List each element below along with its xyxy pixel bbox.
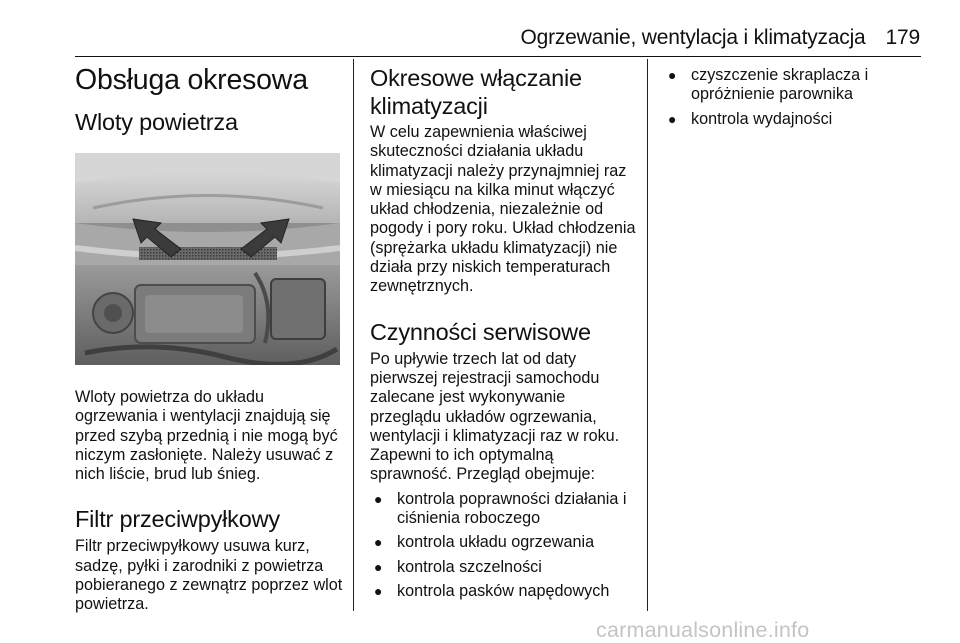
list-item: ● kontrola układu ogrzewania: [374, 533, 595, 552]
column-divider-left: [353, 59, 354, 611]
column-divider-right: [647, 59, 648, 611]
list-item: ● kontrola szczelności: [374, 557, 542, 576]
list-item: ● kontrola pasków napędowych: [374, 581, 610, 600]
engine-bay-air-inlets-photo: [75, 153, 340, 365]
page-number: 179: [885, 26, 920, 49]
ac-operation-text: W celu zapewnienia właściwej skuteczności działania układu klimatyzacji należy przynajmniej raz w miesiącu na kilka minut włączyć układ chłodzenia, niezależnie od pogody i pory roku. Układ chłodzenia (sprężarka układu klimatyzacji) nie działa przy niskich temperaturach zewnętrznych.: [370, 123, 636, 296]
subsection-heading-air-inlets: Wloty powietrza: [75, 109, 238, 135]
bullet-icon: ●: [668, 110, 677, 127]
service-checklist: [370, 490, 638, 601]
figure-caption: Wloty powietrza do układu ogrzewania i wentylacji znajdują się przed szybą przednią i nie mogą być niczym zasłonięte. Należy usuwać z nich liście, brud lub śnieg.: [75, 388, 338, 484]
column-middle: [370, 60, 638, 606]
subsection-heading-pollen-filter: Filtr przeciwpyłkowy: [75, 506, 280, 533]
pollen-filter-text: Filtr przeciwpyłkowy usuwa kurz, sadzę, pyłki i zarodniki z powietrza pobieranego z zewnątrz poprzez wlot powietrza.: [75, 537, 343, 614]
section-heading: Obsługa okresowa: [75, 64, 308, 96]
bullet-icon: ●: [374, 490, 383, 507]
chapter-title: Ogrzewanie, wentylacja i klimatyzacja: [520, 26, 866, 49]
list-item: ● kontrola poprawności działania i ciśnienia roboczego: [374, 489, 627, 528]
subsection-heading-ac-operation: Okresowe włączanie klimatyzacji: [370, 65, 582, 119]
header-rule: [75, 56, 921, 57]
watermark: carmanualsonline.info: [596, 618, 810, 642]
service-checklist-continued: [664, 66, 926, 129]
bullet-icon: ●: [374, 558, 383, 575]
column-right: [664, 60, 926, 134]
bullet-icon: ●: [374, 582, 383, 599]
engine-bay-illustration: [75, 153, 340, 365]
list-item: ● czyszczenie skraplacza i opróżnienie parownika: [668, 66, 869, 104]
bullet-icon: ●: [668, 67, 677, 83]
bullet-icon: ●: [374, 534, 383, 551]
running-head: [0, 26, 920, 50]
list-item: ● kontrola wydajności: [668, 109, 833, 128]
column-left: [75, 60, 347, 615]
subsection-heading-service: Czynności serwisowe: [370, 318, 591, 345]
service-text: Po upływie trzech lat od daty pierwszej rejestracji samochodu zalecane jest wykonywanie przeglądu układów ogrzewania, wentylacji i klimatyzacji raz w roku. Zapewni to ich optymalną sprawność. Przegląd obejmuje:: [370, 349, 620, 484]
